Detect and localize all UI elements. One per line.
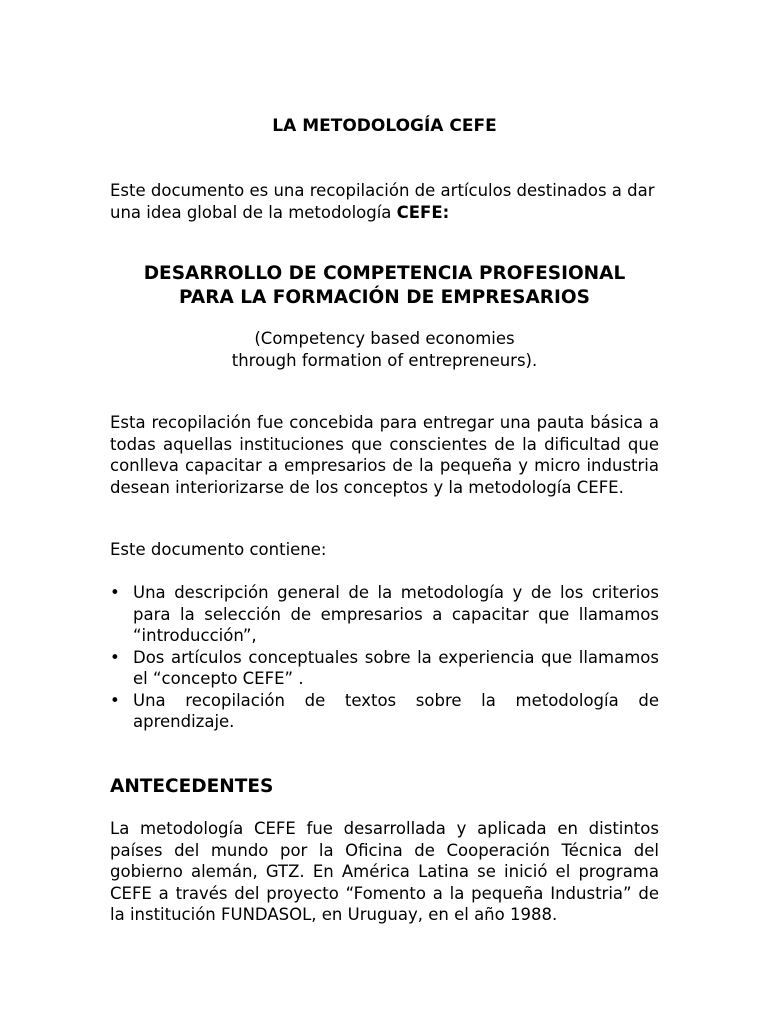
background-paragraph: La metodología CEFE fue desarrollada y aplicada en distintos países del mundo por la Oficina de Cooperación Técnica del gobierno alemán, GTZ. En América Latina se inició el programa CEFE a través del proyecto “Fomento a la pequeña Industria” de la institución FUNDASOL, en Uruguay, en el año 1988. [110, 819, 659, 924]
list-item-text: Una recopilación de textos sobre la metodología de aprendizaje. [133, 690, 659, 731]
subtitle-line-2: PARA LA FORMACIÓN DE EMPRESARIOS [179, 287, 590, 308]
document-subtitle [110, 262, 659, 310]
list-item-text: Una descripción general de la metodología y de los criterios para la selección de empresarios a capacitar que llamamos “introducción”, [133, 583, 659, 645]
section-heading-antecedentes: ANTECEDENTES [110, 776, 274, 797]
subtitle-line-1: DESARROLLO DE COMPETENCIA PROFESIONAL [143, 263, 626, 284]
list-item [110, 647, 659, 690]
document-title: LA METODOLOGÍA CEFE [272, 116, 497, 136]
bullet-icon: • [110, 690, 120, 710]
bullet-icon: • [110, 647, 120, 667]
intro-text: Este documento es una recopilación de artículos destinados a dar una idea global de la metodología [110, 181, 655, 222]
contains-label: Este documento contiene: [110, 540, 327, 559]
contents-list [110, 582, 659, 733]
list-item-text: Dos artículos conceptuales sobre la experiencia que llamamos el “concepto CEFE” . [133, 647, 659, 688]
list-item [110, 690, 659, 733]
intro-bold-cefe: CEFE: [396, 202, 450, 222]
intro-paragraph [110, 180, 659, 223]
english-line-1: (Competency based economies [254, 329, 515, 348]
english-line-2: through formation of entrepreneurs). [231, 350, 538, 370]
bullet-icon: • [110, 583, 120, 602]
english-translation [110, 328, 659, 371]
list-item [110, 582, 659, 647]
compilation-paragraph: Esta recopilación fue concebida para entregar una pauta básica a todas aquellas instituciones que conscientes de la dificultad que conlleva capacitar a empresarios de la pequeña y micro industria desean interiorizarse de los conceptos y la metodología CEFE. [110, 413, 659, 497]
